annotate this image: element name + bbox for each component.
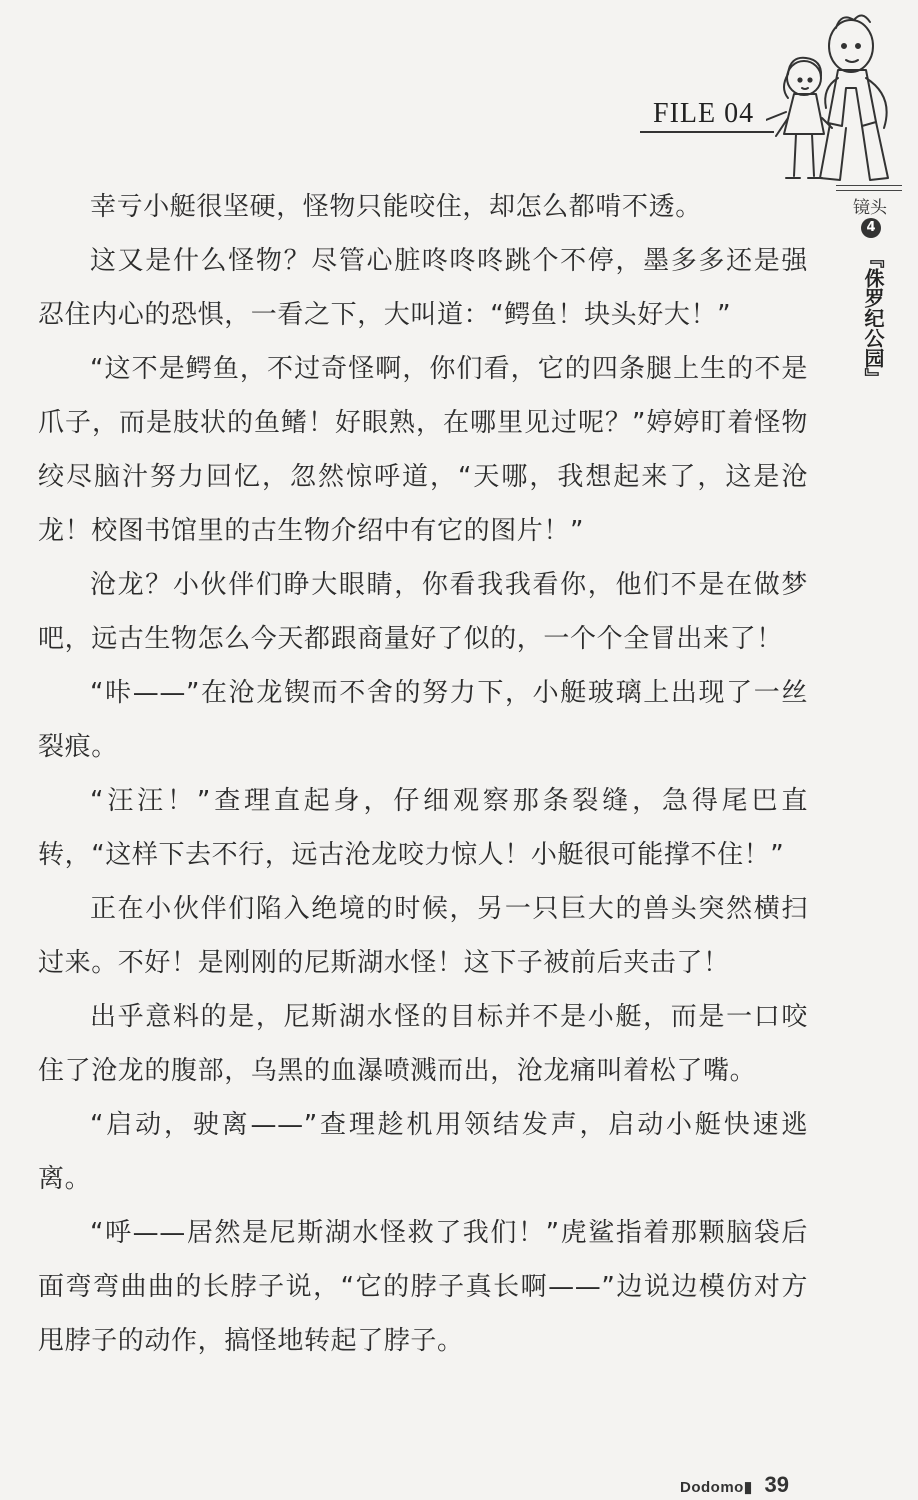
chapter-title: 『侏罗纪公园』 bbox=[861, 248, 885, 388]
paragraph: 这又是什么怪物？尽管心脏咚咚咚跳个不停，墨多多还是强忍住内心的恐惧，一看之下，大叫道：“鳄鱼！块头好大！” bbox=[38, 246, 808, 330]
paragraph: “呼——居然是尼斯湖水怪救了我们！”虎鲨指着那颗脑袋后面弯弯曲曲的长脖子说，“它的脖子真长啊——”边说边模仿对方甩脖子的动作，搞怪地转起了脖子。 bbox=[38, 1218, 808, 1356]
body-text bbox=[38, 180, 808, 1368]
page-number: 39 bbox=[764, 1472, 790, 1497]
paragraph: 沧龙？小伙伴们睁大眼睛，你看我我看你，他们不是在做梦吧，远古生物怎么今天都跟商量好了似的，一个个全冒出来了！ bbox=[38, 570, 808, 654]
series-brand: Dodomo bbox=[680, 1479, 744, 1496]
chapter-number-badge: 4 bbox=[861, 218, 881, 238]
cartoon-characters-illustration bbox=[766, 8, 916, 188]
paragraph: 幸亏小艇很坚硬，怪物只能咬住，却怎么都啃不透。 bbox=[90, 192, 702, 222]
heading-underline bbox=[640, 131, 774, 133]
side-divider bbox=[836, 190, 902, 191]
chapter-label: 镜头 bbox=[853, 198, 887, 218]
paragraph: “咔——”在沧龙锲而不舍的努力下，小艇玻璃上出现了一丝裂痕。 bbox=[38, 678, 808, 762]
paragraph: “这不是鳄鱼，不过奇怪啊，你们看，它的四条腿上生的不是爪子，而是肢状的鱼鳍！好眼熟，在哪里见过呢？”婷婷盯着怪物绞尽脑汁努力回忆，忽然惊呼道，“天哪，我想起来了，这是沧龙！校图书馆里的古生物介绍中有它的图片！” bbox=[38, 354, 808, 546]
side-divider bbox=[836, 185, 902, 186]
file-number-heading: FILE 04 bbox=[653, 98, 755, 129]
paragraph: “汪汪！”查理直起身，仔细观察那条裂缝，急得尾巴直转，“这样下去不行，远古沧龙咬力惊人！小艇很可能撑不住！” bbox=[38, 786, 808, 870]
brand-mark-icon: ▮ bbox=[743, 1479, 753, 1496]
paragraph: “启动，驶离——”查理趁机用领结发声，启动小艇快速逃离。 bbox=[38, 1110, 808, 1194]
paragraph: 正在小伙伴们陷入绝境的时候，另一只巨大的兽头突然横扫过来。不好！是刚刚的尼斯湖水怪！这下子被前后夹击了！ bbox=[38, 894, 808, 978]
page-footer bbox=[680, 1472, 789, 1498]
paragraph: 出乎意料的是，尼斯湖水怪的目标并不是小艇，而是一口咬住了沧龙的腹部，乌黑的血瀑喷溅而出，沧龙痛叫着松了嘴。 bbox=[38, 1002, 808, 1086]
